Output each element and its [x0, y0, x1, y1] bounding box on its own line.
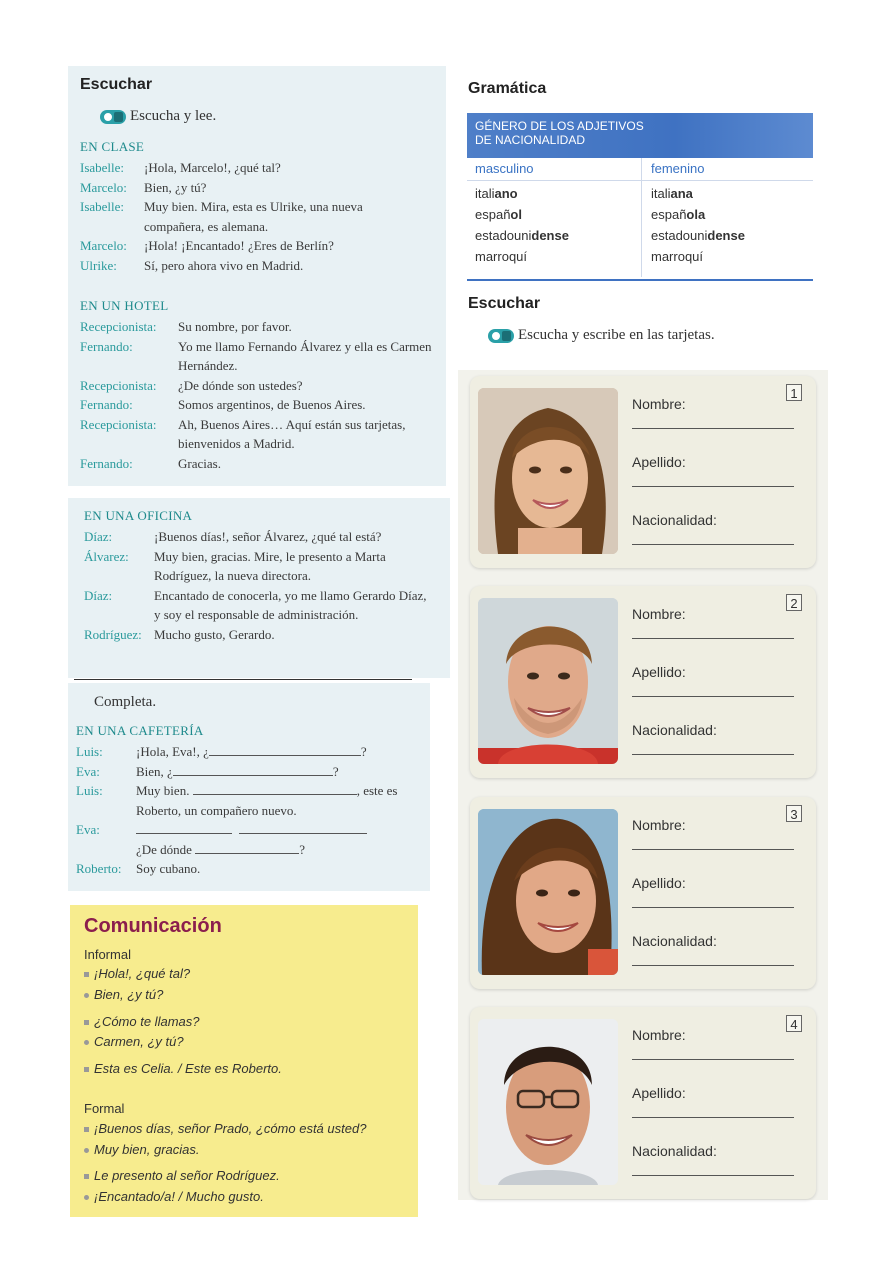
- question-mark: ?: [299, 841, 305, 857]
- nacionalidad-label: Nacionalidad:: [632, 512, 717, 528]
- section-title-escuchar-2: Escuchar: [468, 295, 541, 312]
- person-photo: [478, 388, 618, 554]
- card-number: 4: [786, 1015, 802, 1032]
- column-header-masculino: masculino: [475, 161, 534, 176]
- phrase-item: [84, 1142, 200, 1157]
- instruction-text: Escucha y lee.: [130, 108, 217, 124]
- table-row: [651, 186, 693, 201]
- woman-face-icon: [478, 809, 618, 975]
- dialogue-line: [76, 742, 428, 762]
- blank-field[interactable]: [209, 743, 361, 756]
- man-face-icon: [478, 598, 618, 764]
- dialogue-line: [80, 197, 430, 236]
- grammar-box-title-line1: GÉNERO DE LOS ADJETIVOS: [475, 119, 644, 133]
- bullet-square-icon: [84, 1127, 89, 1132]
- line-text-tail: , este es: [356, 783, 398, 798]
- section-title-escuchar: Escuchar: [80, 76, 153, 93]
- grammar-box-title-line2: DE NACIONALIDAD: [475, 133, 586, 147]
- speaker-spacer: [76, 801, 136, 821]
- dialogue-line: [76, 820, 428, 840]
- speaker: Recepcionista:: [80, 319, 157, 334]
- table-row: [651, 249, 703, 264]
- line-text: Bien, ¿y tú?: [144, 179, 207, 195]
- line-text: Su nombre, por favor.: [178, 319, 292, 334]
- person-photo: [478, 598, 618, 764]
- instruction-completa: Completa.: [94, 694, 157, 710]
- nombre-input-line[interactable]: [632, 849, 794, 850]
- nacionalidad-input-line[interactable]: [632, 544, 794, 545]
- person-photo: [478, 809, 618, 975]
- nacionalidad-input-line[interactable]: [632, 754, 794, 755]
- nombre-label: Nombre:: [632, 1027, 686, 1043]
- scene-title-en-clase: EN CLASE: [80, 139, 145, 154]
- ending: ol: [510, 207, 522, 222]
- column-divider: [641, 158, 642, 277]
- bullet-square-icon: [84, 1174, 89, 1179]
- blank-field[interactable]: [173, 763, 333, 776]
- comunicacion-title: Comunicación: [84, 915, 222, 937]
- nacionalidad-label: Nacionalidad:: [632, 933, 717, 949]
- dialogue-line: [76, 859, 428, 879]
- scene-title-en-oficina: EN UNA OFICINA: [84, 508, 193, 523]
- line-text: Muy bien. Mira, esta es Ulrike, una nueva compañera, es alemana.: [144, 199, 363, 234]
- stem: marroquí: [475, 249, 528, 264]
- dialogue-line: [80, 178, 430, 198]
- line-text: Sí, pero ahora vivo en Madrid.: [144, 257, 304, 273]
- id-card-3: [470, 797, 816, 989]
- stem: marroquí: [651, 249, 704, 264]
- id-card-4: [470, 1007, 816, 1199]
- bullet-square-icon: [84, 1067, 89, 1072]
- card-number: 2: [786, 594, 802, 611]
- stem: itali: [475, 186, 495, 201]
- table-row: [475, 186, 518, 201]
- section-title-gramatica: Gramática: [468, 80, 547, 97]
- apellido-label: Apellido:: [632, 454, 686, 470]
- bullet-dot-icon: [84, 1148, 89, 1153]
- blank-field[interactable]: [195, 841, 299, 854]
- speaker: Díaz:: [84, 529, 113, 544]
- speaker: Recepcionista:: [80, 377, 157, 393]
- dialogue-line: [76, 801, 428, 821]
- table-row: [651, 228, 745, 243]
- nombre-input-line[interactable]: [632, 638, 794, 639]
- bullet-dot-icon: [84, 993, 89, 998]
- stem: estadouni: [475, 228, 532, 243]
- dialogue-line: [80, 395, 432, 415]
- phrase-item: [84, 966, 190, 981]
- line-text: ¡Buenos días!, señor Álvarez, ¿qué tal está?: [154, 529, 382, 544]
- phrase-item: [84, 1189, 264, 1204]
- apellido-input-line[interactable]: [632, 486, 794, 487]
- scene-title-en-cafeteria: EN UNA CAFETERÍA: [76, 723, 204, 738]
- apellido-input-line[interactable]: [632, 1117, 794, 1118]
- question-mark: ?: [360, 744, 367, 759]
- nombre-label: Nombre:: [632, 396, 686, 412]
- dialogue-line: [80, 454, 432, 474]
- nombre-label: Nombre:: [632, 606, 686, 622]
- line-text: Soy cubano.: [136, 861, 201, 876]
- instruction-listen-read: [100, 108, 216, 125]
- speaker: Eva:: [76, 763, 100, 779]
- dialogue-en-clase: [80, 158, 430, 275]
- dialogue-line: [80, 317, 432, 337]
- speaker: Álvarez:: [84, 548, 129, 564]
- line-text: [136, 840, 428, 860]
- ending: ano: [494, 186, 518, 201]
- ending: ana: [670, 186, 693, 201]
- apellido-label: Apellido:: [632, 664, 686, 680]
- table-row: [475, 207, 522, 222]
- line-text-start: ¡Hola, Eva!, ¿: [136, 744, 209, 759]
- grammar-box-header: [467, 113, 813, 158]
- speaker: Díaz:: [84, 587, 113, 603]
- informal-label: Informal: [84, 947, 131, 962]
- phrase-text: ¿Cómo te llamas?: [94, 1014, 200, 1029]
- speaker: Fernando:: [80, 338, 133, 354]
- ending: ola: [686, 207, 706, 222]
- phrase-item: [84, 1034, 184, 1049]
- dialogue-en-oficina: [84, 527, 432, 644]
- phrase-text: Le presento al señor Rodríguez.: [94, 1168, 280, 1183]
- phrase-text: ¡Hola!, ¿qué tal?: [94, 966, 191, 981]
- phrase-item: [84, 1061, 282, 1076]
- header-divider: [467, 180, 813, 181]
- dialogue-line: [80, 158, 430, 178]
- blank-field[interactable]: [239, 821, 367, 834]
- phrase-text: Muy bien, gracias.: [94, 1142, 200, 1157]
- phrase-item: [84, 1121, 366, 1136]
- line-text-start: ¿De dónde: [136, 841, 192, 857]
- speaker-spacer: [76, 840, 136, 860]
- line-text: Roberto, un compañero nuevo.: [136, 802, 297, 818]
- nacionalidad-input-line[interactable]: [632, 1175, 794, 1176]
- line-text: [136, 762, 428, 782]
- grammar-box: [467, 113, 813, 281]
- phrase-item: [84, 1014, 199, 1029]
- line-text: [136, 742, 428, 762]
- person-photo: [478, 1019, 618, 1185]
- line-text-start: Muy bien.: [136, 783, 190, 798]
- speaker: Luis:: [76, 744, 103, 759]
- phrase-text: Carmen, ¿y tú?: [94, 1034, 184, 1049]
- dialogue-en-hotel: [80, 317, 432, 473]
- line-text: Mucho gusto, Gerardo.: [154, 626, 275, 642]
- dialogue-line: [84, 527, 432, 547]
- instruction-text: Escucha y escribe en las tarjetas.: [518, 327, 715, 343]
- speaker: Isabelle:: [80, 160, 125, 175]
- card-number: 3: [786, 805, 802, 822]
- apellido-label: Apellido:: [632, 1085, 686, 1101]
- dialogue-line: [76, 840, 428, 860]
- speaker: Ulrike:: [80, 257, 117, 273]
- blank-field[interactable]: [193, 782, 357, 795]
- dialogue-line: [84, 547, 432, 586]
- speaker: Fernando:: [80, 397, 133, 412]
- line-text: Somos argentinos, de Buenos Aires.: [178, 397, 366, 412]
- line-text: [136, 781, 428, 801]
- bullet-square-icon: [84, 1020, 89, 1025]
- dialogue-line: [80, 236, 430, 256]
- blank-field[interactable]: [136, 821, 232, 834]
- speaker: Eva:: [76, 822, 100, 837]
- question-mark: ?: [332, 763, 339, 779]
- apellido-label: Apellido:: [632, 875, 686, 891]
- speaker: Isabelle:: [80, 199, 125, 214]
- dialogue-line: [80, 337, 432, 376]
- divider-line: [74, 679, 412, 680]
- table-row: [475, 249, 527, 264]
- woman-face-icon: [478, 388, 618, 554]
- formal-label: Formal: [84, 1101, 125, 1116]
- speaker: Marcelo:: [80, 179, 127, 195]
- phrase-text: ¡Encantado/a! / Mucho gusto.: [94, 1189, 264, 1204]
- speaker: Fernando:: [80, 455, 133, 471]
- table-row: [475, 228, 569, 243]
- dialogue-line: [76, 762, 428, 782]
- line-text: Encantado de conocerla, yo me llamo Gerardo Díaz, y soy el responsable de administración.: [154, 587, 427, 622]
- nacionalidad-input-line[interactable]: [632, 965, 794, 966]
- dialogue-en-cafeteria: [76, 742, 428, 879]
- stem: españ: [475, 207, 511, 222]
- stem: itali: [651, 186, 671, 201]
- audio-cd-icon[interactable]: [100, 110, 126, 124]
- dialogue-line: [84, 625, 432, 645]
- nacionalidad-label: Nacionalidad:: [632, 722, 717, 738]
- nombre-input-line[interactable]: [632, 428, 794, 429]
- line-text: Yo me llamo Fernando Álvarez y ella es Carmen Hernández.: [178, 338, 432, 373]
- speaker: Roberto:: [76, 861, 122, 876]
- stem: estadouni: [651, 228, 708, 243]
- instruction-listen-write: [488, 327, 715, 344]
- line-text: Ah, Buenos Aires… Aquí están sus tarjetas, bienvenidos a Madrid.: [178, 416, 406, 451]
- line-text: Muy bien, gracias. Mire, le presento a Marta Rodríguez, la nueva directora.: [154, 548, 386, 583]
- bullet-dot-icon: [84, 1195, 89, 1200]
- speaker: Luis:: [76, 783, 103, 798]
- speaker: Marcelo:: [80, 238, 127, 253]
- phrase-item: [84, 1168, 280, 1183]
- ending: dense: [707, 228, 745, 243]
- dialogue-line: [80, 415, 432, 454]
- nombre-label: Nombre:: [632, 817, 686, 833]
- column-header-femenino: femenino: [651, 161, 705, 176]
- table-row: [651, 207, 705, 222]
- dialogue-line: [80, 376, 432, 396]
- apellido-input-line[interactable]: [632, 907, 794, 908]
- card-number: 1: [786, 384, 802, 401]
- dialogue-line: [84, 586, 432, 625]
- audio-cd-icon[interactable]: [488, 329, 514, 343]
- nombre-input-line[interactable]: [632, 1059, 794, 1060]
- line-text-start: Bien, ¿: [136, 763, 173, 779]
- line-text: [136, 820, 428, 840]
- phrase-text: ¡Buenos días, señor Prado, ¿cómo está usted?: [94, 1121, 367, 1136]
- scene-title-en-hotel: EN UN HOTEL: [80, 298, 169, 313]
- bullet-dot-icon: [84, 1040, 89, 1045]
- phrase-item: [84, 987, 163, 1002]
- line-text: ¿De dónde son ustedes?: [178, 377, 303, 393]
- phrase-text: Bien, ¿y tú?: [94, 987, 164, 1002]
- line-text: ¡Hola! ¡Encantado! ¿Eres de Berlín?: [144, 238, 334, 253]
- bullet-square-icon: [84, 972, 89, 977]
- speaker: Rodríguez:: [84, 626, 142, 642]
- line-text: Gracias.: [178, 455, 221, 471]
- dialogue-line: [80, 256, 430, 276]
- id-card-2: [470, 586, 816, 778]
- ending: dense: [531, 228, 569, 243]
- stem: españ: [651, 207, 687, 222]
- grammar-table: [467, 158, 813, 277]
- man-glasses-face-icon: [478, 1019, 618, 1185]
- apellido-input-line[interactable]: [632, 696, 794, 697]
- id-card-1: [470, 376, 816, 568]
- speaker: Recepcionista:: [80, 416, 157, 432]
- dialogue-line: [76, 781, 428, 801]
- line-text: ¡Hola, Marcelo!, ¿qué tal?: [144, 160, 281, 175]
- phrase-text: Esta es Celia. / Este es Roberto.: [94, 1061, 282, 1076]
- nacionalidad-label: Nacionalidad:: [632, 1143, 717, 1159]
